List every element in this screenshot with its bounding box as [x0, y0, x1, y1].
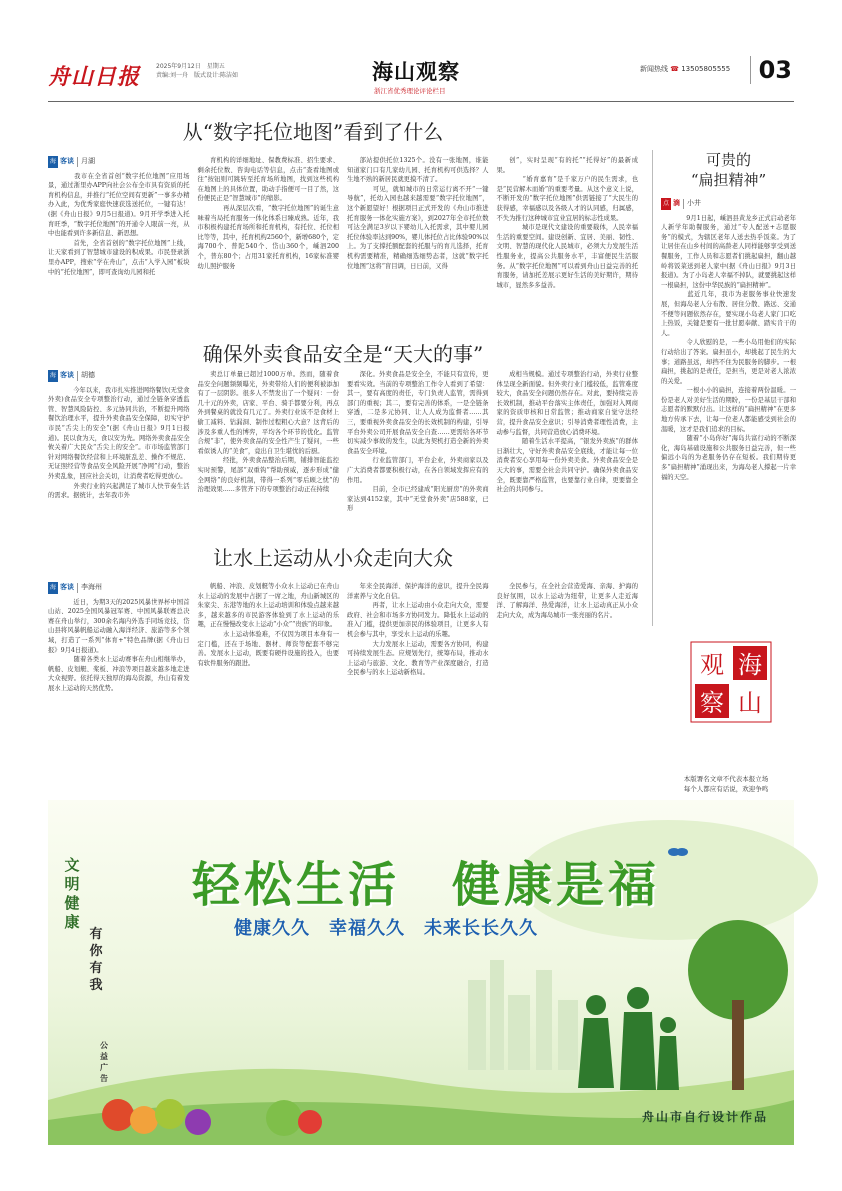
- seal-char: 海: [738, 651, 762, 679]
- paragraph: 今年以来，我市扎实推进网络餐饮(无堂食外卖)食品安全专项整治行动，通过全链条穿透监管、智慧风险防控、多元协同共治，不断提升网络餐饮治理水平，提升外卖食品安全保障，切实守护市民“舌尖上的安全”(据《舟山日报》9月1日报道)。民以食为天，食以安为先。网络外卖食品安全攸关着广大民众“舌尖上的安全”。市市场监管部门针对网络餐饮经营和上环境脏乱差、操作不规范、无证照经营等食品安全风险开展“净网”行动，整治外卖乱象，回应社会关切，让消费者吃得更放心。: [48, 386, 190, 480]
- column-tag: 点: [661, 198, 671, 210]
- paragraph: 帆船、冲浪、皮划艇等小众水上运动已在舟山水上运动的发展中占据了一席之地，舟山新城区的朱家尖、东港等地的水上运动培训和体验点越来越多，越来越多的市民游客体验到了水上运动的乐趣，正在慢慢改变水上运动“小众”“贵族”的印象。: [197, 583, 339, 629]
- paragraph: 大力发展水上运动，需要各方协同，构建可持续发展生态。应规划先行，统筹布局，推动水上运动与旅游、文化、教育等产业深度融合，打造全民参与的水上运动新格局。: [347, 640, 489, 677]
- phone-icon: ☎: [670, 65, 679, 73]
- paragraph: 一根小小的扁担，连接着两份温暖。一份是老人对美好生活的期盼，一份是基层干部和志愿者的默默付出。让这样的“扁担精神”在更多地方传承下去，让每一位老人都能感受到社会的温暖，这才是我们追求的目标。: [661, 387, 796, 433]
- article-body: [48, 156, 638, 289]
- paragraph: 深化。外卖食品是安全全，不能只有宣传，更要看实效。当前的专项整治工作令人看到了希望：其一，要有高度的责任，专门负责人监管，需得到部门的重视；其二，要有完善的体系，一是全链条穿透，二是多元协同、让人人成为监督者……其三，要重视外卖食品安全的长效机制的构建，引导平台外卖公司开展食品安全自查……更需给各环节切实减少事故的发生，以此为契机打造全新的外卖食品安全环境。: [347, 371, 489, 455]
- author: 李海州: [77, 583, 102, 593]
- city-skyline: [468, 960, 578, 1070]
- article-headline: 确保外卖食品安全是“天大的事”: [202, 342, 484, 366]
- hotline-label: 新闻热线: [640, 65, 668, 73]
- author: 小井: [683, 199, 701, 209]
- paragraph: 外卖行业的兴起满足了城市人快节奏生活的需求。据统计，去年我市外: [48, 482, 190, 500]
- column-tag: 海: [48, 370, 58, 382]
- paragraph: 水上运动体验难，不仅因为项目本身有一定门槛，还在于场地、器材、师资等配套不够完善。发展水上运动，既要有硬件设施的投入，也要有软件服务的跟进。: [197, 630, 339, 667]
- article-column: [198, 156, 340, 268]
- sidebar-headline-line1: 可贵的: [705, 151, 751, 169]
- paragraph: 再者，让水上运动由小众走向大众，需要政府、社会和市场多方协同发力。降低水上运动的准入门槛，提供更加亲民的体验项目，让更多人有机会参与其中，享受水上运动的乐趣。: [347, 602, 489, 638]
- issue-meta: [156, 62, 238, 80]
- paragraph: 目前，全市已经建成“阳光厨房”的外卖商家达到4152家，其中“无堂食外卖”店588家，已形: [347, 486, 489, 513]
- article-headline: 从“数字托位地图”看到了什么: [182, 120, 444, 144]
- section-slogan: 浙江省优秀理论评论栏目: [374, 87, 446, 95]
- column-name: 客谈: [60, 583, 75, 591]
- page-number: 03: [750, 56, 792, 84]
- article-column: [347, 156, 489, 268]
- byline: [48, 156, 190, 168]
- article-column: [48, 582, 190, 732]
- article-body: [48, 370, 638, 546]
- byline: [48, 582, 190, 594]
- paragraph: “婚育嘉育”是千家万户的民生需求，也是“民营解木而婚”的重要考量。从这个意义上说，不断开发的“数字托位地图”供需链接了“大民生的获得感，幸福感以及各级人才的认同感，归属感，不失为推行这种城市宜业宜居的标志性成果。: [496, 176, 638, 222]
- paragraph: 令人欣慰的是，一些小岛用他们的实际行动给出了答案。扁担虽小，却挑起了民生的大事；道路虽远，却挡不住为民服务的脚步。一根扁担，挑起的是责任，是担当，更是对老人浓浓的关爱。: [661, 339, 796, 385]
- paragraph: 成相当规模。通过专项整治行动，外卖行业整体呈现全新面貌。但外卖行业门槛较低，监管难度较大，食品安全问题仍然存在。对此，要持续完善长效机制，推动平台落实主体责任，加强对入网商家的资质审核和日常监管；推动商家自觉守法经营，提升食品安全意识；引导消费者理性消费，主动参与监督，共同营造放心消费环境。: [496, 371, 638, 436]
- author: 胡德: [77, 371, 95, 381]
- paragraph: 我市在全省首创“数字托位地图”应用场景，通过浙里办APP向社会公布全市具有资质的托育机构信息，并推行“托位空间有更新”一事多办精办入此，为优秀家庭快速获选送托位，一键有达！(据《舟山日报》9月5日报道)。9月开学季进入托育旺季，“数字托位地图”的开通令人眼前一亮，从中也能看到许多新信息、新思想。: [48, 172, 190, 238]
- article-column: [48, 370, 190, 546]
- banner-sub-slogan: 健康久久 幸福久久 未来长长久久: [234, 918, 538, 939]
- article-column: [198, 582, 340, 732]
- column-tag: 海: [48, 156, 58, 168]
- paragraph: 9月1日起，嵊泗县黄龙乡正式启动老年人新学年助餐服务，通过“专人配送+志愿服务”的模式，为辖区老年人送去热乎饭菜。为了让居住在山乡村间的高龄老人同样能够享受到送餐服务，工作人员和志愿者们挑起扁担，翻山越岭将饭菜送到老人家中(据《舟山日报》9月3日报道)。为了小岛老人幸福不掉队，就要挑起这样一根扁担，这份中华民族的“扁担精神”。: [661, 214, 796, 289]
- column-name: 客谈: [60, 157, 75, 165]
- paragraph: 创”，实时呈现“有的托”“托得好”的最新成果。: [496, 157, 638, 174]
- main-articles: [48, 116, 638, 692]
- issue-date: 2025年9月12日 星期五: [156, 63, 225, 70]
- paragraph: 全民参与，在全社会营造爱海、亲海、护海的良好氛围，以水上运动为纽带，让更多人走近海洋、了解海洋、热爱海洋，让水上运动真正从小众走向大众，成为海岛城市一张亮丽的名片。: [496, 583, 638, 619]
- newspaper-logo: 舟山日报: [48, 64, 141, 90]
- masthead: [48, 56, 794, 100]
- article-column: [347, 370, 489, 546]
- paragraph: 育机构的详细地址、保教费标准、招生要求、剩余托位数、咨询电话等信息，点击“查看地图或往”按钮则可跳转至托育场所地图，找到这些机构在地图上的具体位置，助动手指便可一目了然，这份便民正是“智慧城市”的缩影。: [197, 157, 339, 203]
- family-silhouette: [578, 987, 679, 1090]
- column-name: 滴: [673, 199, 681, 207]
- sidebar-commentary: [652, 150, 796, 626]
- seal-char: 察: [700, 689, 724, 717]
- article-column: [497, 370, 639, 546]
- butterfly: [668, 848, 688, 856]
- issue-editors: 责编:刘一舟 版式设计:陈洁如: [156, 72, 239, 79]
- article-column: [198, 370, 340, 546]
- article-body: [48, 582, 638, 732]
- article-takeout-food-safety: [48, 262, 638, 513]
- news-hotline: [640, 64, 730, 74]
- article-digital-childcare-map: [48, 116, 638, 289]
- banner-slogan-vertical-share: 有 你 有 我: [89, 927, 103, 993]
- article-column: [347, 582, 489, 732]
- article-column: [497, 582, 639, 732]
- editorial-disclaimer: 本版署名文章不代表本报立场 每个人都应有话说，欢迎争鸣: [683, 775, 769, 793]
- paragraph: 可见，就如城市的日常运行离不开“一键导航”，托幼入园也越来越需要“数字托位地图”，这个新愿望好！根据项目正式开发的《舟山市推进托育服务一体化实施方案》，到2027年全市托位数可达全满足3岁以下婴幼儿入托需求，其中婴儿园托位体验率达到90%，婴儿体托位占比体验90%以上。为了支撑托额配套的托服与的育儿选择，托育机构需要精准，精确细选细势态者，这就“数字托位地图”这将“盲目调，日日前，又得: [347, 185, 489, 270]
- tree: [688, 920, 788, 1090]
- paragraph: 城市是现代文建设的重要载体，人民幸福生活的重要空间。建设创新、宜居、美丽、韧性、文明、智慧的现代化人民城市，必须大力发展生活性服务业，提高公共服务水平，丰富便民生活服务。从“数字托位地图”可以看到舟山日益完善的托育服务，请加托差展示更好生活的美好期许，期待城市，显然多多益善。: [496, 224, 638, 289]
- section-title: 海山观察: [372, 60, 460, 84]
- column-name: 客谈: [60, 371, 75, 379]
- hotline-number: 13505805555: [681, 65, 731, 73]
- byline: [48, 370, 190, 382]
- column-seal-logo: [689, 640, 773, 724]
- paragraph: 随着各类水上运动赛事在舟山相继举办，帆船、皮划艇、桨板、冲浪等项目越来越多地走进大众视野。依托得天独厚的海岛资源，舟山有着发展水上运动的天然优势。: [48, 656, 190, 692]
- seal-char: 山: [738, 689, 762, 717]
- paragraph: 经批，外卖食品整治后期，铺排智能监控实时预警，尾部“双重钩”帮助预威，逐步形成“健全网络”的良好机制，带得一系列“零后顾之忧”的治理效果......多管齐下的专项整治行动正在持续: [197, 457, 339, 494]
- paragraph: 年来全民海洋、保护海洋的意识，提升全民海洋素养与文化自信。: [347, 583, 489, 600]
- paragraph: 随着生活水平提高，“银发外卖族”的群体日渐壮大，守好外卖食品安全底线，才能让每一位消费者安心享用每一份外卖美食。外卖食品安全是天大的事，需要全社会共同守护。确保外卖食品安全，既要靠严格监管，也要靠行业自律，更要靠全社会的共同参与。: [496, 438, 638, 494]
- paragraph: 近日，为期3天的2025风暴世界杯中国首山站、2025全国风暴冠军赛、中国风暴联赛总决赛在舟山举行，300余名海内外选手同场竞技，岱山县将风暴帆船运动融入海洋经济、旅游等多个领域，打造了一系列“体育+”特色品牌(据《舟山日报》9月4日报道)。: [48, 598, 190, 654]
- article-column: [48, 156, 190, 276]
- column-tag: 海: [48, 582, 58, 594]
- masthead-divider: [48, 101, 794, 102]
- paragraph: 随着“小岛你好”海岛共富行动的不断深化，海岛基础设施和公共服务日益完善，但一些偏远小岛的为老服务仍存在短板。我们期待更多“扁担精神”涌现出来，为海岛老人撑起一片幸福的天空。: [661, 435, 796, 481]
- article-water-sports: [48, 542, 638, 776]
- paragraph: 蓝近几年，我市为老服务事业快速发展，但海岛老人分布散、居住分散、路远、交通不便等问题依然存在，要实现小岛老人家门口吃上热饭，关键是要有一批甘愿奉献、踏实肯干的人。: [661, 291, 796, 337]
- article-column: [496, 156, 639, 289]
- seal-char: 观: [700, 651, 724, 679]
- sidebar-headline: [661, 150, 796, 190]
- sidebar-body: [661, 198, 796, 482]
- paragraph: 卖总订单量已超过1000万单。然而，随着食品安全问题频频曝光，外卖带给人们的便利被添加有了一层阴影。很多人不禁发出了一个疑问：一份几十元的外卖，店家、平台、骑手都要分利，再点外到餐桌的就没有几元了。外卖行业该不是食材上偷工减料、钻漏洞、制作过程粗心大意？这背后的涉及多重人性的博弈，平均各个环节的优化。监管合规“非”，使外卖食品的安全性产生了疑问，一些看似诱人的“美食”，竟出自卫生堪忧的后厨。: [197, 371, 339, 455]
- paragraph: 再从深层次看，“数字托位地图”的诞生意味着当局托育服务一体化体系日臻成熟。近年，我市积极构建托育场所和托育机构，有托位、托位相比等等，其中，托育机构2560个，新增680个，定海700个、普陀540个、岱山360个，嵊泗200个，普东80个；占用31家托育机构，16家标准婴幼儿照护服务: [197, 204, 339, 270]
- banner-slogan-vertical-civil: 文 明 健 康: [64, 856, 80, 931]
- paragraph: 行业监管部门，平台企业，外卖商家以及广大消费者都要积极行动，在各自领域发挥应有的作用。: [347, 457, 489, 484]
- paragraph: 部站提供托位1325个。没有一张地图，谁能知道家门口有几家幼儿园、托育机构可供选择？人生地不熟的新居民就更摸不清了。: [347, 157, 489, 184]
- public-service-ad: [48, 800, 794, 1145]
- banner-main-slogan: 轻松生活 健康是福: [192, 857, 661, 913]
- byline: [661, 198, 796, 210]
- sidebar-headline-line2: “扁担精神”: [690, 171, 767, 189]
- banner-psa-label: 公 益 广 告: [100, 1041, 108, 1083]
- author: 月湖: [77, 157, 95, 167]
- article-headline: 让水上运动从小众走向大众: [213, 546, 453, 570]
- banner-credit: 舟山市自行设计作品: [641, 1110, 768, 1124]
- paragraph: 首先，全省首创的“数字托位地图”上线，让天家看到了智慧城市建设的积成果。市民登录浙里办APP，搜索“学在舟山”，点击“入学入园”板块中的“托位地图”，即可查询幼儿园和托: [48, 239, 190, 276]
